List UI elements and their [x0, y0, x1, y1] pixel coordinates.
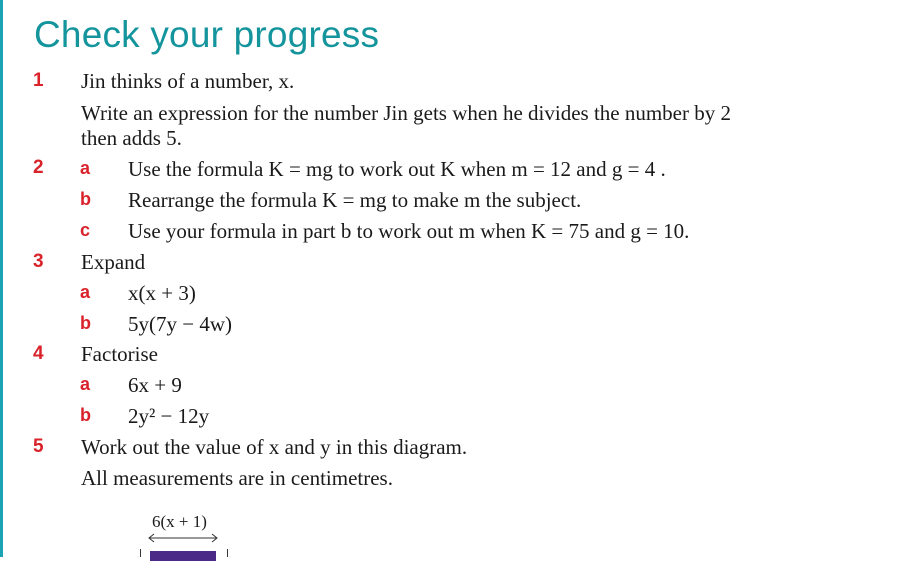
q4-part-a-text: 6x + 9	[128, 373, 182, 397]
q4-part-a-label: a	[80, 374, 91, 394]
q3-part-a-text: x(x + 3)	[128, 281, 196, 305]
q2-part-b-text: Rearrange the formula K = mg to make m the subject.	[128, 188, 582, 212]
q3-part-b-label: b	[80, 313, 91, 333]
q4-stem: Factorise	[81, 342, 158, 366]
q1-line-1: Jin thinks of a number, x.	[81, 69, 295, 93]
q1-line-3: then adds 5.	[81, 126, 182, 150]
q3-stem: Expand	[81, 250, 146, 274]
q4-part-b-label: b	[80, 405, 91, 425]
question-number-4: 4	[33, 343, 44, 364]
question-number-2: 2	[33, 157, 44, 178]
q3-part-a-label: a	[80, 282, 91, 302]
q1-line-2: Write an expression for the number Jin gets when he divides the number by 2	[81, 101, 731, 125]
q3-part-b-text: 5y(7y − 4w)	[128, 312, 232, 336]
q2-part-a-text: Use the formula K = mg to work out K when m = 12 and g = 4 .	[128, 157, 666, 181]
question-number-5: 5	[33, 436, 44, 457]
diagram-tick-right	[227, 549, 228, 557]
q2-part-c-label: c	[80, 220, 91, 240]
question-number-1: 1	[33, 70, 44, 91]
q2-part-c-text: Use your formula in part b to work out m when K = 75 and g = 10.	[128, 219, 690, 243]
diagram-rectangle	[150, 551, 216, 561]
question-number-3: 3	[33, 251, 44, 272]
q2-part-a-label: a	[80, 158, 91, 178]
left-margin-rule	[0, 0, 3, 557]
q5-line-2: All measurements are in centimetres.	[81, 466, 393, 490]
double-arrow-icon	[146, 533, 220, 543]
q2-part-b-label: b	[80, 189, 91, 209]
q4-part-b-text: 2y² − 12y	[128, 404, 210, 428]
diagram-width-label: 6(x + 1)	[152, 512, 207, 531]
diagram-tick-left	[140, 549, 141, 557]
page-title: Check your progress	[34, 14, 380, 55]
q5-line-1: Work out the value of x and y in this diagram.	[81, 435, 468, 459]
